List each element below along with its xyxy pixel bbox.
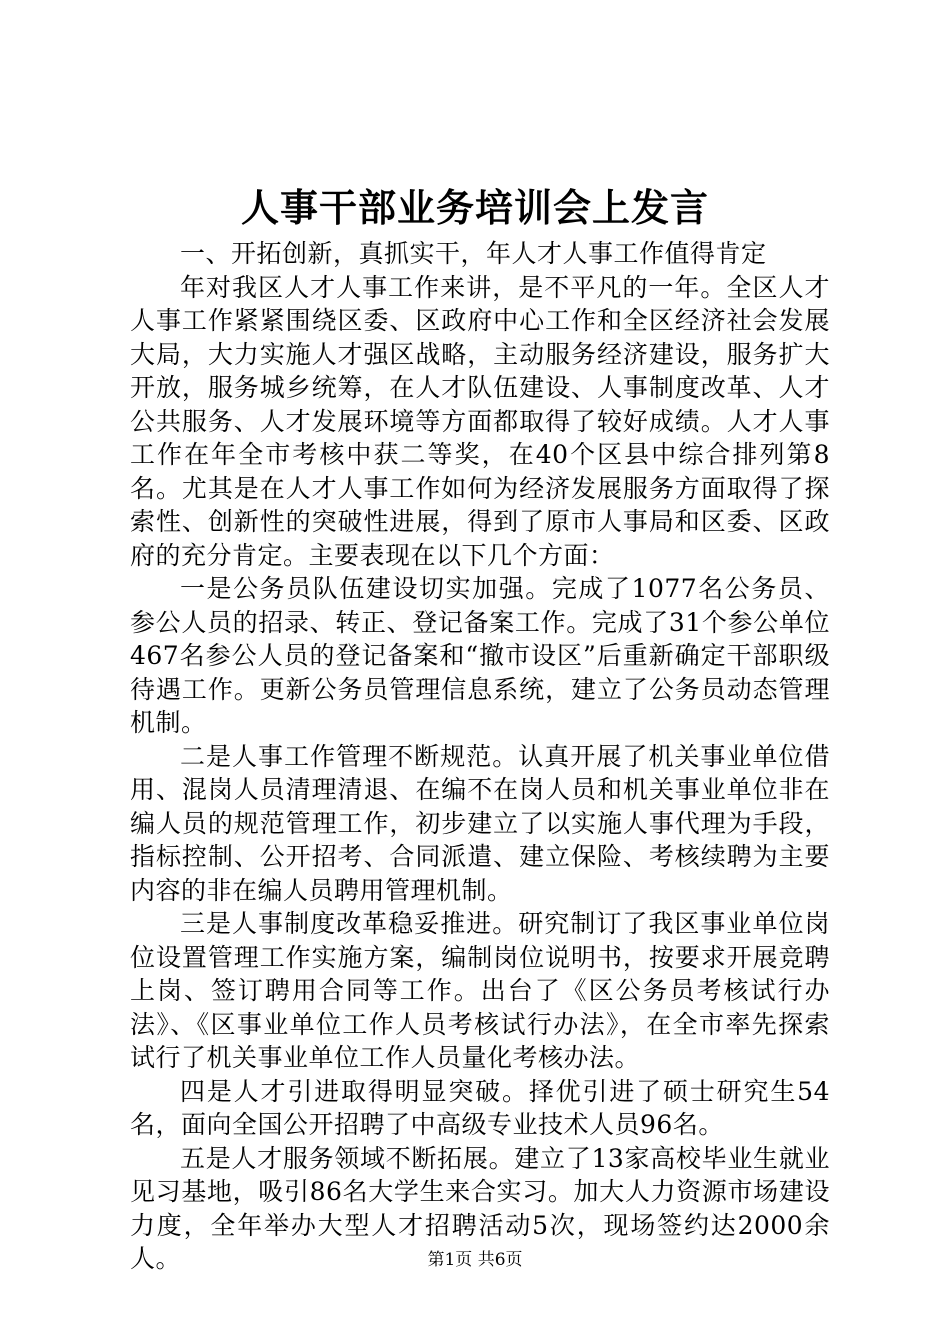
document-body: [130, 237, 830, 1276]
paragraph-talent-introduction: 四是人才引进取得明显突破。择优引进了硕士研究生54名，面向全国公开招聘了中高级专业技术人员96名。: [130, 1076, 830, 1139]
document-title: 人事干部业务培训会上发言: [240, 185, 709, 230]
paragraph-overview: 年对我区人才人事工作来讲，是不平凡的一年。全区人才人事工作紧紧围绕区委、区政府中心工作和全区经济社会发展大局，大力实施人才强区战略，主动服务经济建设，服务扩大开放，服务城乡统筹，在人才队伍建设、人事制度改革、人才公共服务、人才发展环境等方面都取得了较好成绩。人才人事工作在年全市考核中获二等奖，在40个区县中综合排列第8名。尤其是在人才人事工作如何为经济发展服务方面取得了探索性、创新性的突破性进展，得到了原市人事局和区委、区政府的充分肯定。主要表现在以下几个方面：: [130, 272, 830, 570]
paragraph-personnel-management: 二是人事工作管理不断规范。认真开展了机关事业单位借用、混岗人员清理清退、在编不在岗人员和机关事业单位非在编人员的规范管理工作，初步建立了以实施人事代理为手段，指标控制、公开招考、合同派遣、建立保险、考核续聘为主要内容的非在编人员聘用管理机制。: [130, 741, 830, 905]
paragraph-civil-servants: 一是公务员队伍建设切实加强。完成了1077名公务员、参公人员的招录、转正、登记备案工作。完成了31个参公单位467名参公人员的登记备案和“撤市设区”后重新确定干部职级待遇工作。更新公务员管理信息系统，建立了公务员动态管理机制。: [130, 574, 830, 737]
page-footer: 第1页 共6页: [427, 1250, 523, 1270]
paragraph-system-reform: 三是人事制度改革稳妥推进。研究制订了我区事业单位岗位设置管理工作实施方案，编制岗位说明书，按要求开展竞聘上岗、签订聘用合同等工作。出台了《区公务员考核试行办法》、《区事业单位工作人员考核试行办法》，在全市率先探索试行了机关事业单位工作人员量化考核办法。: [130, 909, 830, 1072]
section-heading: 一、开拓创新，真抓实干，年人才人事工作值得肯定: [180, 239, 767, 268]
paragraph-talent-services: 五是人才服务领域不断拓展。建立了13家高校毕业生就业见习基地，吸引86名大学生来合实习。加大人力资源市场建设力度，全年举办大型人才招聘活动5次，现场签约达2000余人。: [130, 1143, 830, 1273]
